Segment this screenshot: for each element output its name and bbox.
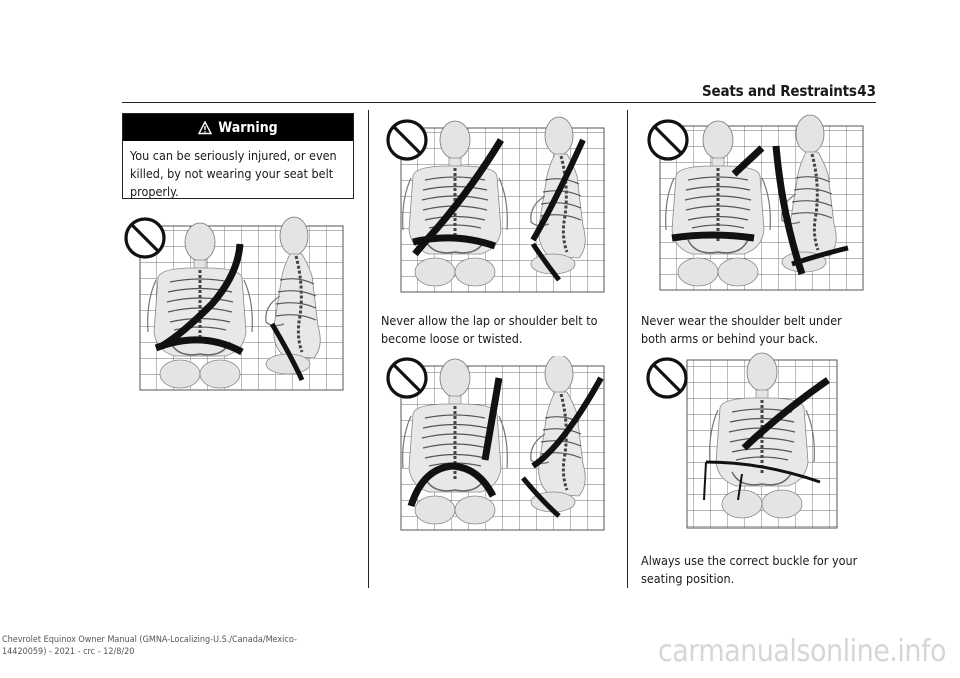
prohibition-icon: [388, 121, 426, 159]
warning-text: You can be seriously injured, or even killed, by not wearing your seat belt properly.: [130, 148, 337, 199]
warning-title: Warning: [218, 119, 278, 136]
footer-line-1: Chevrolet Equinox Owner Manual (GMNA-Localizing-U.S./Canada/Mexico-: [2, 635, 297, 645]
section-title: Seats and Restraints: [702, 82, 857, 100]
footer-text: [2, 634, 297, 658]
page-header: [690, 82, 880, 102]
warning-box: [122, 113, 354, 199]
column-divider-1: [368, 110, 369, 588]
prohibition-icon: [126, 219, 164, 257]
page-number: 43: [857, 82, 876, 100]
footer-line-2: 14420059) - 2021 - crc - 12/8/20: [2, 647, 135, 657]
illustration-wrong-buckle: [642, 350, 846, 532]
caption-loose-twisted: Never allow the lap or shoulder belt to become loose or twisted.: [381, 313, 598, 346]
caption-correct-buckle: Always use the correct buckle for your seating position.: [641, 553, 858, 586]
caption-under-arms: Never wear the shoulder belt under both arms or behind your back.: [641, 313, 842, 346]
warning-header: [123, 114, 353, 141]
illustration-belt-misrouted: [122, 214, 346, 392]
illustration-belt-under-arms: [642, 114, 866, 296]
column-divider-2: [627, 110, 628, 588]
illustration-belt-twisted: [383, 356, 609, 532]
page-footer: [0, 634, 960, 670]
header-rule: [122, 102, 876, 103]
illustration-belt-loose: [383, 116, 609, 298]
prohibition-icon: [648, 359, 686, 397]
prohibition-icon: [388, 359, 426, 397]
prohibition-icon: [649, 121, 687, 159]
warning-icon: [198, 121, 212, 135]
watermark: carmanualsonline.info: [657, 634, 946, 669]
